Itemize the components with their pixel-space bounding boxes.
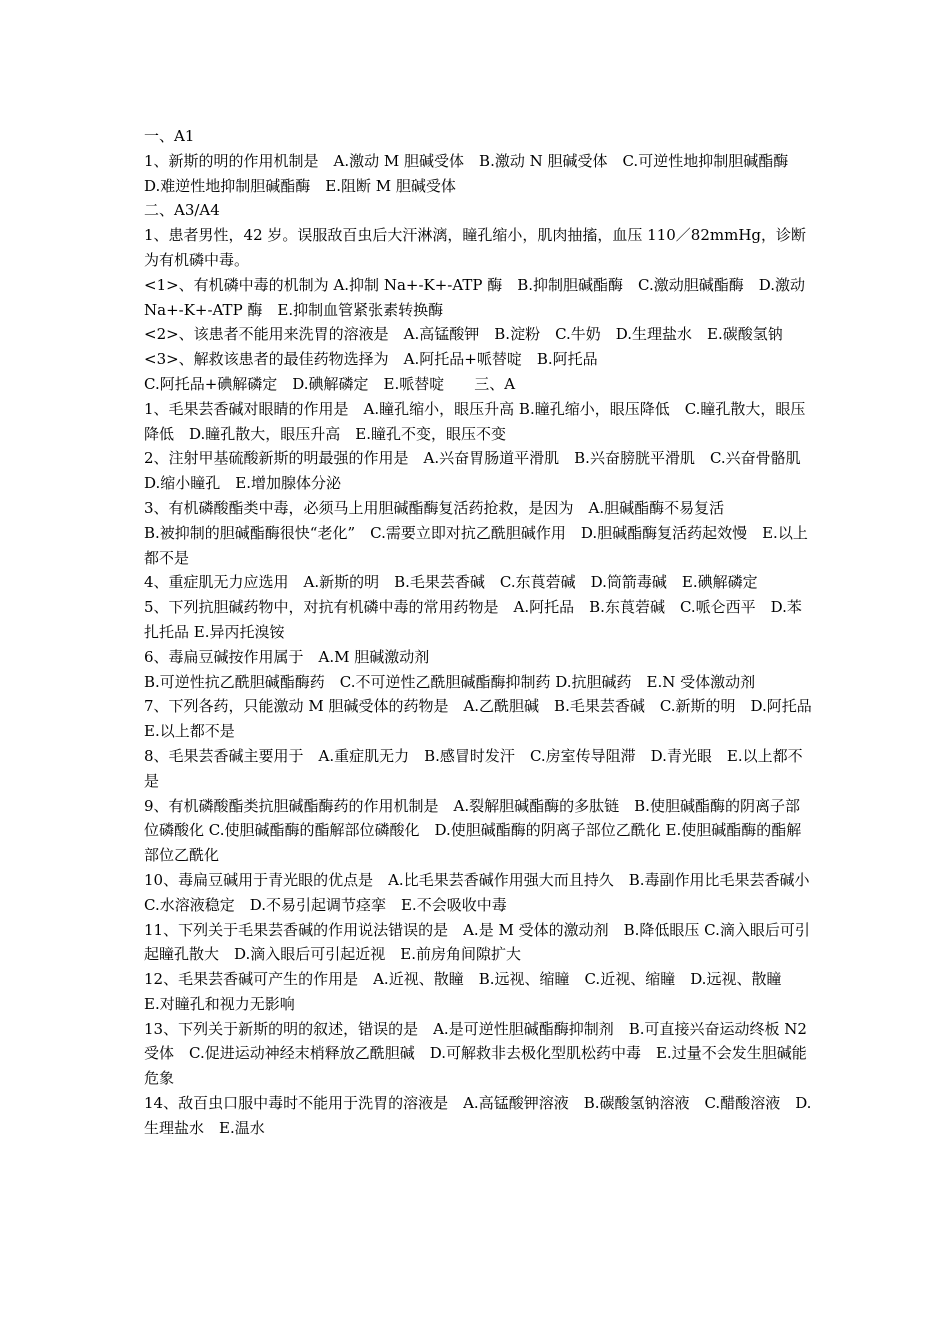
sub-question-options: C.阿托品+碘解磷定 D.碘解磷定 E.哌替啶 三、A bbox=[144, 374, 516, 393]
question-paragraph: 7、下列各药，只能激动 M 胆碱受体的药物是 A.乙酰胆碱 B.毛果芸香碱 C.新斯的明 D.阿托品 E.以上都不是 bbox=[144, 697, 827, 741]
question-paragraph: 13、下列关于新斯的明的叙述，错误的是 A.是可逆性胆碱酯酶抑制剂 B.可直接兴奋运动终板 N2 受体 C.促进运动神经末梢释放乙酰胆碱 D.可解救非去极化型肌松药中毒 E.过量不会发生胆碱能危象 bbox=[144, 1019, 807, 1088]
question-paragraph: 10、毒扁豆碱用于青光眼的优点是 A.比毛果芸香碱作用强大而且持久 B.毒副作用比毛果芸香碱小 C.水溶液稳定 D.不易引起调节痉挛 E.不会吸收中毒 bbox=[144, 870, 825, 914]
case-description: 1、患者男性，42 岁。误服敌百虫后大汗淋漓，瞳孔缩小，肌肉抽搐，血压 110／82mmHg，诊断为有机磷中毒。 bbox=[144, 226, 807, 269]
section-heading-a3a4: 二、A3/A4 bbox=[144, 201, 220, 220]
question-paragraph: 3、有机磷酸酯类中毒，必须马上用胆碱酯酶复活药抢救，是因为 A.胆碱酯酶不易复活 bbox=[144, 498, 725, 517]
question-paragraph: 14、敌百虫口服中毒时不能用于洗胃的溶液是 A.高锰酸钾溶液 B.碳酸氢钠溶液 C.醋酸溶液 D.生理盐水 E.温水 bbox=[144, 1094, 812, 1137]
question-options: B.被抑制的胆碱酯酶很快“老化” C.需要立即对抗乙酰胆碱作用 D.胆碱酯酶复活药起效慢 E.以上都不是 bbox=[144, 523, 808, 567]
document-page bbox=[144, 124, 827, 1141]
question-paragraph: 12、毛果芸香碱可产生的作用是 A.近视、散瞳 B.远视、缩瞳 C.近视、缩瞳 D.远视、散瞳 E.对瞳孔和视力无影响 bbox=[144, 970, 797, 1013]
question-paragraph: 8、毛果芸香碱主要用于 A.重症肌无力 B.感冒时发汗 C.房室传导阻滞 D.青光眼 E.以上都不是 bbox=[144, 746, 803, 790]
section-heading-a1: 一、A1 bbox=[144, 127, 195, 145]
sub-question: <2>、该患者不能用来洗胃的溶液是 A.高锰酸钾 B.淀粉 C.牛奶 D.生理盐水 E.碳酸氢钠 bbox=[144, 325, 783, 344]
sub-question: <3>、解救该患者的最佳药物选择为 A.阿托品+哌替啶 B.阿托品 bbox=[144, 350, 598, 369]
question-options: B.可逆性抗乙酰胆碱酯酶药 C.不可逆性乙酰胆碱酯酶抑制药 D.抗胆碱药 E.N 受体激动剂 bbox=[144, 672, 756, 691]
question-paragraph: 11、下列关于毛果芸香碱的作用说法错误的是 A.是 M 受体的激动剂 B.降低眼压 C.滴入眼后可引起瞳孔散大 D.滴入眼后可引起近视 E.前房角间隙扩大 bbox=[144, 920, 810, 964]
question-paragraph: 9、有机磷酸酯类抗胆碱酯酶药的作用机制是 A.裂解胆碱酯酶的多肽链 B.使胆碱酯酶的阴离子部位磷酸化 C.使胆碱酯酶的酯解部位磷酸化 D.使胆碱酯酶的阴离子部位乙酰化 E.使胆碱酯酶的酯解部位乙酰化 bbox=[144, 796, 802, 865]
sub-question: <1>、有机磷中毒的机制为 A.抑制 Na+-K+-ATP 酶 B.抑制胆碱酯酶 C.激动胆碱酯酶 D.激动 Na+-K+-ATP 酶 E.抑制血管紧张素转换酶 bbox=[144, 275, 806, 319]
question-paragraph: 2、注射甲基硫酸新斯的明最强的作用是 A.兴奋胃肠道平滑肌 B.兴奋膀胱平滑肌 C.兴奋骨骼肌 D.缩小瞳孔 E.增加腺体分泌 bbox=[144, 449, 816, 493]
question-paragraph: 1、新斯的明的作用机制是 A.激动 M 胆碱受体 B.激动 N 胆碱受体 C.可逆性地抑制胆碱酯酶 D.难逆性地抑制胆碱酯酶 E.阻断 M 胆碱受体 bbox=[144, 151, 804, 195]
question-paragraph: 4、重症肌无力应选用 A.新斯的明 B.毛果芸香碱 C.东莨菪碱 D.筒箭毒碱 E.碘解磷定 bbox=[144, 573, 758, 592]
question-paragraph: 1、毛果芸香碱对眼睛的作用是 A.瞳孔缩小，眼压升高 B.瞳孔缩小，眼压降低 C.瞳孔散大，眼压降低 D.瞳孔散大，眼压升高 E.瞳孔不变，眼压不变 bbox=[144, 399, 806, 443]
question-paragraph: 5、下列抗胆碱药物中，对抗有机磷中毒的常用药物是 A.阿托品 B.东莨菪碱 C.哌仑西平 D.苯扎托品 E.异丙托溴铵 bbox=[144, 598, 802, 641]
question-paragraph: 6、毒扁豆碱按作用属于 A.M 胆碱激动剂 bbox=[144, 647, 430, 666]
